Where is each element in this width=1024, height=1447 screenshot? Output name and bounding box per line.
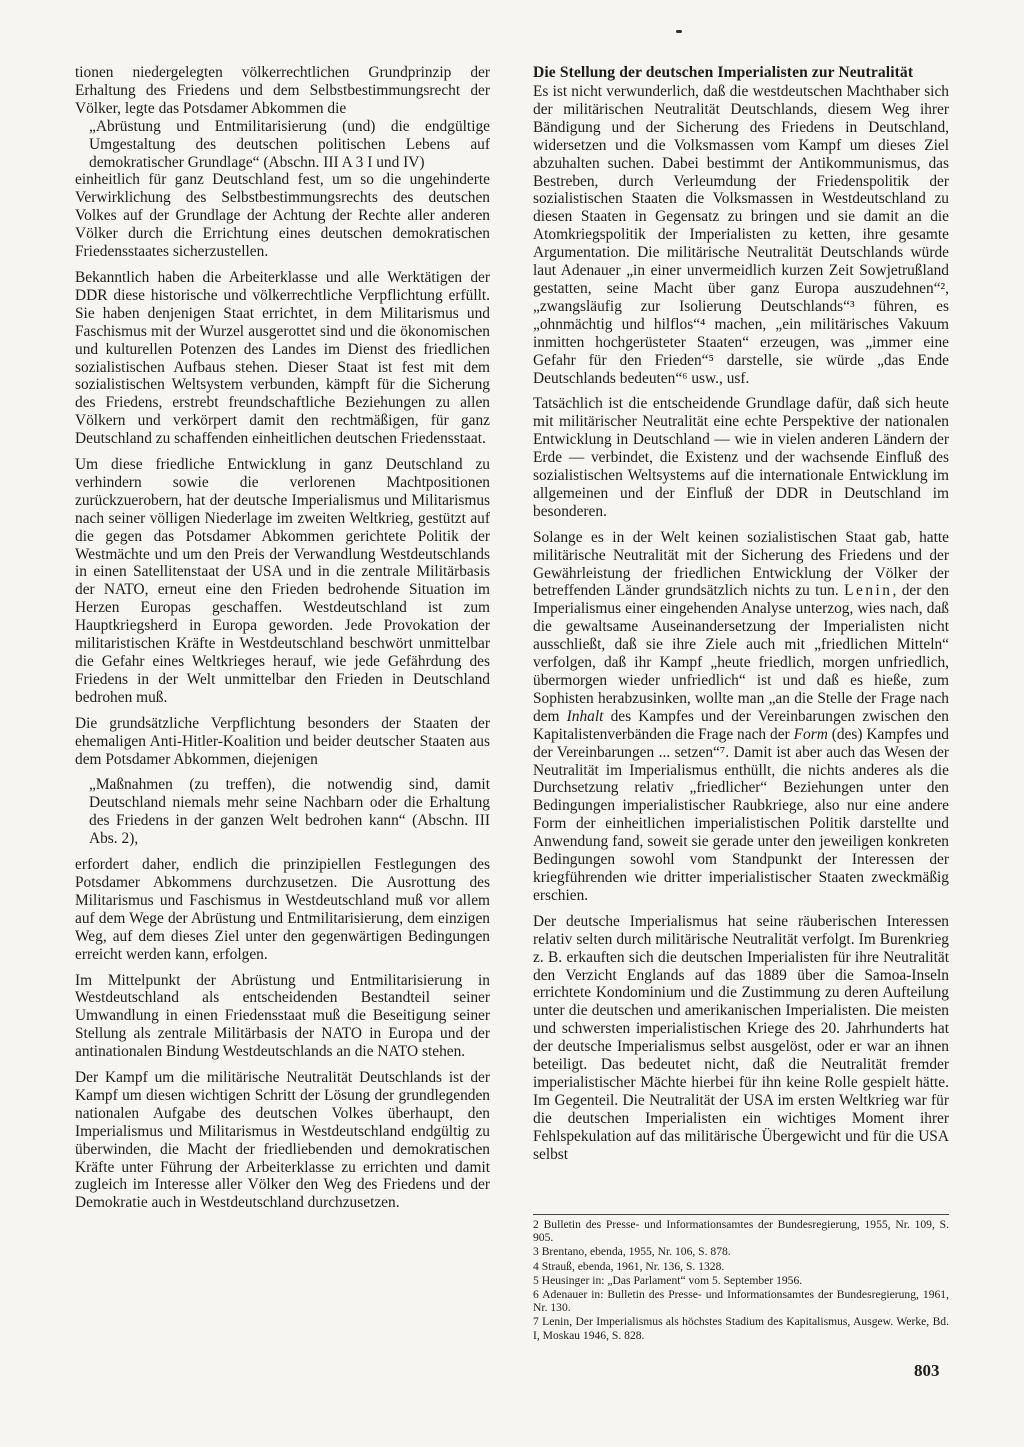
paragraph: Im Mittelpunkt der Abrüstung und Entmilitarisierung in Westdeutschland als entscheidenden Bestandteil seiner Umwandlung in einen Friedensstaat muß die Beseitigung seiner Stellung als zentrale Militärbasis der NATO in Europa und der antinationalen Bindung Westdeutschlands an die NATO stehen.	[75, 971, 490, 1061]
section-heading: Die Stellung der deutschen Imperialisten zur Neutralität	[533, 64, 914, 81]
paragraph-text: des Kampfes und der Vereinbarungen zwischen den Kapitalistenverbänden die Frage nach der	[533, 707, 949, 743]
page-number: 803	[914, 1361, 940, 1380]
paragraph-text: Solange es in der Welt keinen sozialistischen Staat gab, hatte militärische Neutralität mit der Sicherung des Friedens und der Gewährleistung der friedlichen Entwicklung der Völker der betreffenden Länder grundsätzlich nichts zu tun.	[533, 528, 949, 600]
left-column	[75, 64, 490, 1220]
footnote: 3 Brentano, ebenda, 1955, Nr. 106, S. 878.	[533, 1245, 731, 1259]
paragraph: Es ist nicht verwunderlich, daß die westdeutschen Machthaber sich der militärischen Neutralität Deutschlands, diesem Weg ihrer Bändigung und der Sicherung des Friedens in Deutschland, widersetzen und die Volksmassen vom Kampf um dieses Ziel abzuhalten suchen. Dabei bestimmt der Antikommunismus, das Bestreben, durch Verleumdung der Friedenspolitik der sozialistischen Staaten die Volksmassen in Westdeutschland zu diesen Staaten in Gegensatz zu bringen und sie damit an die Atomkriegspolitik der Imperialisten zu ketten, ihre gesamte Argumentation. Die militärische Neutralität Deutschlands würde laut Adenauer „in einer unvermeidlich kurzen Zeit Sowjetrußland gestatten, seine Macht über ganz Europa auszudehnen“², „zwangsläufig zur Isolierung Deutschlands“³ führen, es „ohnmächtig und hilflos“⁴ machen, „ein militärisches Vakuum inmitten hochgerüsteter Staaten“ erzeugen, was „immer eine Gefahr für den Frieden“⁵ darstelle, sie würde „das Ende Deutschlands bedeuten“⁶ usw., usf.	[533, 83, 949, 387]
quote: „Maßnahmen (zu treffen), die notwendig sind, damit Deutschland niemals mehr seine Nachbarn oder die Erhaltung des Friedens in der ganzen Welt bedrohen kann“ (Abschn. III Abs. 2),	[89, 776, 490, 848]
print-mark	[676, 30, 682, 33]
spaced-name: Lenin	[844, 582, 893, 600]
paragraph	[533, 529, 949, 905]
paragraph: Tatsächlich ist die entscheidende Grundlage dafür, daß sich heute mit militärischer Neutralität eine echte Perspektive der nationalen Entwicklung in Deutschland — wie in vielen anderen Ländern der Erde — verbindet, die Existenz und der wachsende Einfluß des sozialistischen Weltsystems auf die internationale Entwicklung im allgemeinen und der Einfluß der DDR in Deutschland im besonderen.	[533, 395, 949, 520]
footnote: 5 Heusinger in: „Das Parlament“ vom 5. September 1956.	[533, 1273, 803, 1287]
right-column	[533, 64, 949, 1171]
footnote: 4 Strauß, ebenda, 1961, Nr. 136, S. 1328.	[533, 1259, 725, 1273]
footnote: 7 Lenin, Der Imperialismus als höchstes Stadium des Kapitalismus, Ausgew. Werke, Bd. I, Moskau 1946, S. 828.	[533, 1315, 949, 1342]
paragraph: Um diese friedliche Entwicklung in ganz Deutschland zu verhindern sowie die verlorenen Machtpositionen zurückzuerobern, hat der deutsche Imperialismus und Militarismus nach seiner völligen Niederlage im zweiten Weltkrieg, gestützt auf die gegen das Potsdamer Abkommen gerichtete Politik der Westmächte und um den Preis der Verwandlung Westdeutschlands in einen Satellitenstaat der USA und in die zentrale Militärbasis der NATO, erneut eine den Frieden bedrohende Situation im Herzen Europas geschaffen. Westdeutschland ist zum Hauptkriegsherd in Europa geworden. Jede Provokation der militaristischen Kräfte in Westdeutschland beschwört unmittelbar die Gefahr eines Weltkrieges herauf, wie jede Gefährdung des Friedens in der Welt unmittelbar den Frieden in Deutschland bedrohen muß.	[75, 456, 490, 706]
paragraph: einheitlich für ganz Deutschland fest, um so die ungehinderte Verwirklichung des Selbstbestimmungsrechts des deutschen Volkes auf der Grundlage der Achtung der Rechte aller anderen Völker durch die Errichtung eines deutschen demokratischen Friedensstaates sicherzustellen.	[75, 171, 490, 261]
paragraph-text: , der den Imperialismus einer eingehenden Analyse unterzog, wies nach, daß die gewaltsame Auseinandersetzung der Imperialisten nicht ausschließt, daß sie ihre Ziele auch mit „friedlichen Mitteln“ verfolgen, daß ihr Kampf „heute friedlich, morgen unfriedlich, übermorgen wieder unfriedlich“ ist und daß es hieße, zum Sophisten herabzusinken, wollte man „an die Stelle der Frage nach dem	[533, 582, 949, 725]
quote: „Abrüstung und Entmilitarisierung (und) die endgültige Umgestaltung des deutschen politischen Lebens auf demokratischer Grundlage“ (Abschn. III A 3 I und IV)	[89, 117, 490, 171]
paragraph: Der deutsche Imperialismus hat seine räuberischen Interessen relativ selten durch militärische Neutralität verfolgt. Im Burenkrieg z. B. erkauften sich die deutschen Imperialisten für ihre Neutralität den Verzicht Englands auf das 1889 über die Samoa-Inseln errichtete Kondominium und die Zustimmung zu deren Aufteilung unter die deutschen und amerikanischen Imperialisten. Die meisten und schwersten imperialistischen Kriege des 20. Jahrhunderts hat der deutsche Imperialismus selbst ausgelöst, oder er war an ihnen beteiligt. Das bedeutet nicht, daß die Neutralität fremder imperialistischer Mächte hierbei für ihn keine Rolle gespielt hätte. Im Gegenteil. Die Neutralität der USA im ersten Weltkrieg war für die deutschen Imperialisten ein wichtiges Moment ihrer Fehlspekulation auf das militärische Übergewicht und für die USA selbst	[533, 912, 949, 1163]
paragraph: tionen niedergelegten völkerrechtlichen Grundprinzip der Erhaltung des Friedens und dem Selbstbestimmungsrecht der Völker, legte das Potsdamer Abkommen die	[75, 64, 490, 117]
paragraph: Die grundsätzliche Verpflichtung besonders der Staaten der ehemaligen Anti-Hitler-Koalition und beider deutscher Staaten aus dem Potsdamer Abkommen, diejenigen	[75, 714, 490, 768]
footnotes	[533, 1214, 949, 1343]
italic-term: Inhalt	[566, 707, 604, 725]
paragraph: erfordert daher, endlich die prinzipiellen Festlegungen des Potsdamer Abkommens durchzusetzen. Die Ausrottung des Militarismus und Faschismus in Westdeutschland muß vor allem auf dem Wege der Abrüstung und Entmilitarisierung, dem einzigen Weg, auf dem dieses Ziel unter den gegenwärtigen Bedingungen erreicht werden kann, erfolgen.	[75, 856, 490, 963]
paragraph: Bekanntlich haben die Arbeiterklasse und alle Werktätigen der DDR diese historische und völkerrechtliche Verpflichtung erfüllt. Sie haben denjenigen Staat errichtet, in dem Militarismus und Faschismus mit der Wurzel ausgerottet sind und die ökonomischen und kulturellen Potenzen des Landes im Dienst des friedlichen sozialistischen Aufbaus stehen. Dieser Staat ist fest mit dem sozialistischen Weltsystem verbunden, kämpft für die Sicherung des Friedens, erstrebt freundschaftliche Beziehungen zu allen Völkern und verkörpert damit den rechtmäßigen, für ganz Deutschland zu schaffenden einheitlichen deutschen Friedensstaat.	[75, 268, 490, 448]
paragraph-text: (des) Kampfes und der Vereinbarungen ... setzen“⁷. Damit ist aber auch das Wesen der Neutralität im Imperialismus enthüllt, die nichts anderes als die Durchsetzung relativ „friedlicher“ Beziehungen unter den Bedingungen imperialistischer Raubkriege, also nur eine andere Form der einheitlichen imperialistischen Politik darstellte und Anwendung fand, soweit sie gerade unter den jeweiligen konkreten Bedingungen sowohl vom Standpunkt der Interessen der kriegführenden wie dritter imperialistischer Staaten zweckmäßig erschien.	[533, 725, 949, 904]
footnote: 6 Adenauer in: Bulletin des Presse- und Informationsamtes der Bundesregierung, 1961, Nr. 130.	[533, 1288, 949, 1315]
footnote: 2 Bulletin des Presse- und Informationsamtes der Bundesregierung, 1955, Nr. 109, S. 905.	[533, 1218, 949, 1245]
italic-term: Form	[793, 725, 828, 743]
paragraph: Der Kampf um die militärische Neutralität Deutschlands ist der Kampf um diesen wichtigen Schritt der Lösung der grundlegenden nationalen Aufgabe des deutschen Volkes überhaupt, den Imperialismus und Militarismus in Westdeutschland endgültig zu überwinden, die Macht der friedliebenden und demokratischen Kräfte unter Führung der Arbeiterklasse zu errichten und damit zugleich im Interesse aller Völker den Weg des Friedens und der Demokratie auch in Westdeutschland durchzusetzen.	[75, 1069, 490, 1212]
